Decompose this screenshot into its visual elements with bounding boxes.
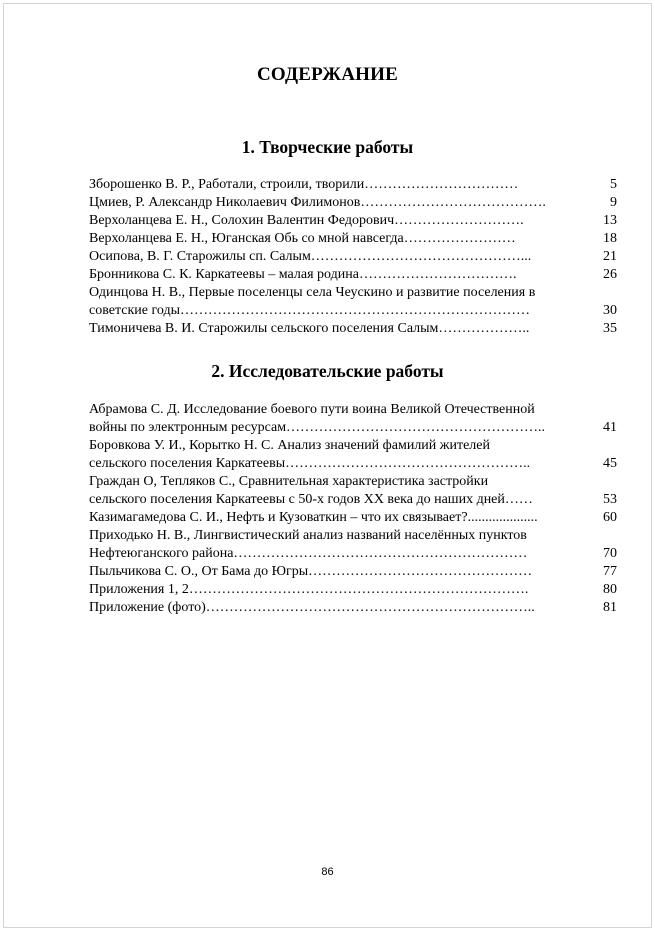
- toc-entry-text: [89, 527, 585, 563]
- toc-entry-text: Приложение (фото)……………………………………………………………..: [89, 600, 535, 615]
- toc-entry-text: [89, 284, 585, 320]
- toc-entry-page: 35: [603, 321, 617, 336]
- toc-entry-text: Казимагамедова С. И., Нефть и Кузоваткин – что их связывает?....................: [89, 510, 538, 525]
- toc-entry[interactable]: [89, 473, 617, 509]
- toc-entry[interactable]: [89, 284, 617, 320]
- toc-entry-text-line1: Приходько Н. В., Лингвистический анализ названий населённых пунктов: [89, 528, 527, 543]
- toc-entry-text: Пыльчикова С. О., От Бама до Югры…………………………………………: [89, 564, 533, 579]
- toc-entry-page: 18: [603, 231, 617, 246]
- toc-entry-page: 70: [603, 546, 617, 561]
- page-title: СОДЕРЖАНИЕ: [257, 64, 398, 85]
- toc-entry-text-line1: Одинцова Н. В., Первые поселенцы села Чеускино и развитие поселения в: [89, 285, 536, 300]
- toc-entry-page: 60: [603, 510, 617, 525]
- toc-entry-text-line1: Абрамова С. Д. Исследование боевого пути воина Великой Отечественной: [89, 402, 535, 417]
- toc-entry-text: Верхоланцева Е. Н., Солохин Валентин Федорович……………………….: [89, 213, 524, 228]
- toc-entry-text: Верхоланцева Е. Н., Юганская Обь со мной навсегда……………………: [89, 231, 516, 246]
- toc-entry-text: [89, 473, 585, 509]
- toc-entry-page: 45: [603, 456, 617, 471]
- toc-entry[interactable]: [89, 563, 617, 581]
- toc-entry-page: 80: [603, 582, 617, 597]
- toc-entry[interactable]: [89, 401, 617, 437]
- toc-entry-text-line2: советские годы…………………………………………………………………: [89, 303, 530, 318]
- toc-entry-text: Тимоничева В. И. Старожилы сельского поселения Салым………………..: [89, 321, 530, 336]
- toc-entry[interactable]: [89, 581, 617, 599]
- toc-entry[interactable]: [89, 320, 617, 338]
- toc-entry-text: Бронникова С. К. Каркатеевы – малая родина…………………………….: [89, 267, 517, 282]
- section-heading-research: 2. Исследовательские работы: [211, 361, 444, 381]
- toc-entry-text-line2: сельского поселения Каркатеевы с 50-х годов ХХ века до наших дней……: [89, 492, 533, 507]
- toc-entry-text-line1: Боровкова У. И., Корытко Н. С. Анализ значений фамилий жителей: [89, 438, 490, 453]
- toc-entry[interactable]: [89, 176, 617, 194]
- toc-entry-text: Осипова, В. Г. Старожилы сп. Салым………………………………………...: [89, 249, 532, 264]
- section-heading-creative: 1. Творческие работы: [241, 137, 414, 157]
- toc-entry[interactable]: [89, 230, 617, 248]
- footer-page-number: 86: [321, 866, 334, 878]
- toc-entry[interactable]: [89, 527, 617, 563]
- toc-entry-text: [89, 437, 585, 473]
- toc-entry-text-line2: сельского поселения Каркатеевы……………………………………………..: [89, 456, 531, 471]
- toc-entry[interactable]: [89, 437, 617, 473]
- toc-list-creative: [89, 176, 617, 338]
- toc-list-research: [89, 401, 617, 617]
- toc-entry-page: 13: [603, 213, 617, 228]
- toc-entry-text-line1: Граждан О, Тепляков С., Сравнительная характеристика застройки: [89, 474, 489, 489]
- toc-entry-page: 9: [610, 195, 617, 210]
- toc-entry-text-line2: Нефтеюганского района………………………………………………………: [89, 546, 528, 561]
- toc-entry-page: 81: [603, 600, 617, 615]
- toc-entry-page: 30: [603, 303, 617, 318]
- toc-entry-page: 26: [603, 267, 617, 282]
- toc-entry-page: 5: [610, 177, 617, 192]
- toc-entry-page: 21: [603, 249, 617, 264]
- toc-entry-page: 41: [603, 420, 617, 435]
- toc-entry-text-line2: войны по электронным ресурсам………………………………………………..: [89, 420, 546, 435]
- toc-entry[interactable]: [89, 599, 617, 617]
- toc-entry[interactable]: [89, 509, 617, 527]
- toc-entry-text: Цмиев, Р. Александр Николаевич Филимонов………………………………….: [89, 195, 546, 210]
- toc-entry-text: [89, 401, 585, 437]
- toc-entry-text: Приложения 1, 2……………………………………………………………….: [89, 582, 529, 597]
- toc-entry[interactable]: [89, 248, 617, 266]
- toc-entry-page: 77: [603, 564, 617, 579]
- toc-entry[interactable]: [89, 194, 617, 212]
- toc-entry[interactable]: [89, 266, 617, 284]
- toc-entry[interactable]: [89, 212, 617, 230]
- toc-entry-page: 53: [603, 492, 617, 507]
- toc-entry-text: Зборошенко В. Р., Работали, строили, творили……………………………: [89, 177, 519, 192]
